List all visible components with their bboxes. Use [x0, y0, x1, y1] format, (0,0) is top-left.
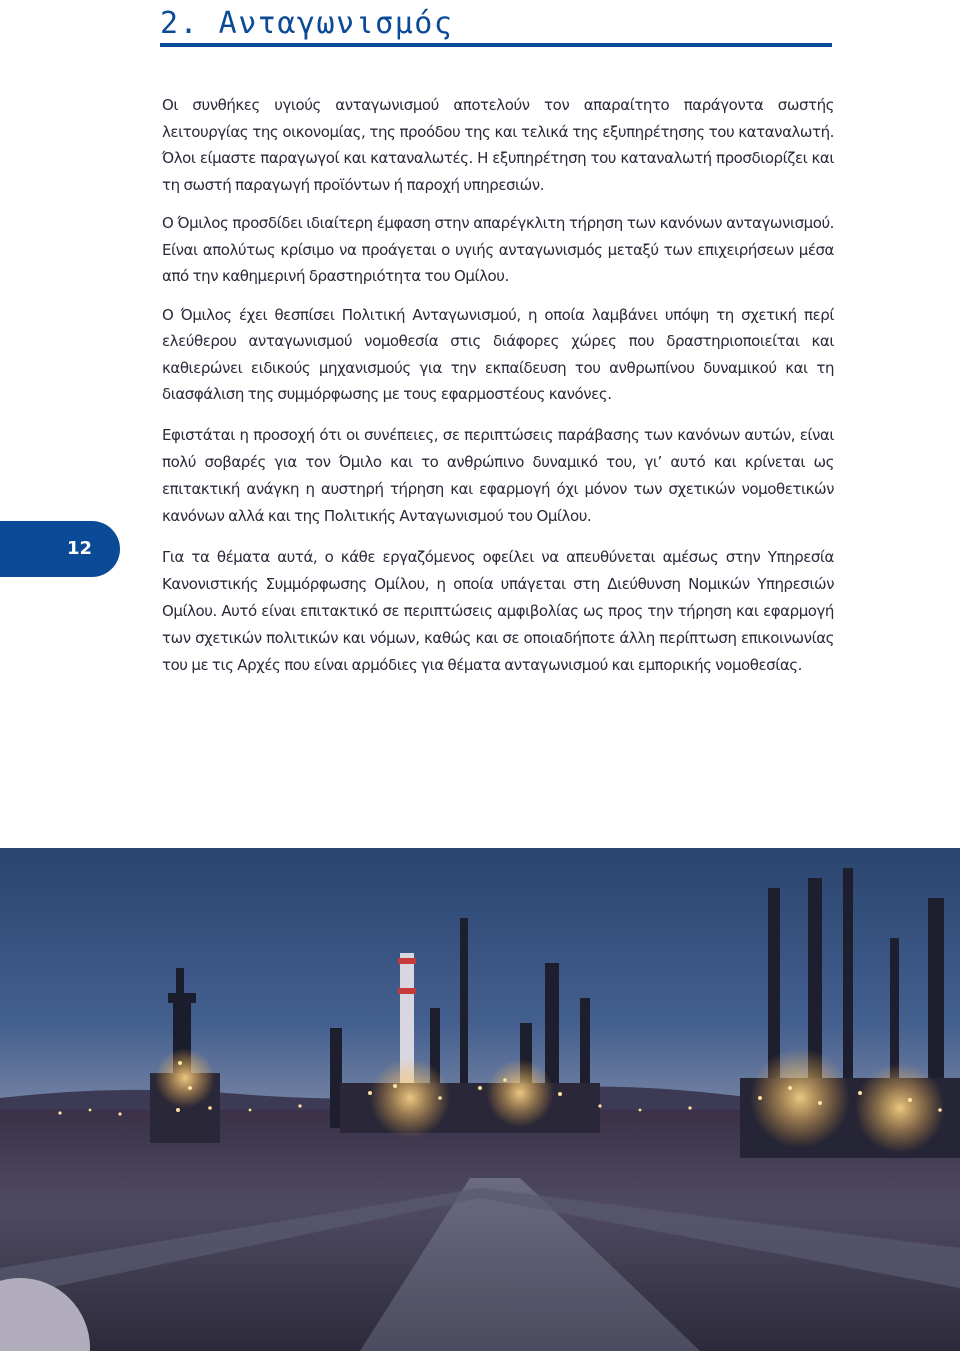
section-title: 2. Ανταγωνισμός	[160, 6, 454, 41]
paragraph-2: Ο Όμιλος προσδίδει ιδιαίτερη έμφαση στην απαρέγκλιτη τήρηση των κανόνων ανταγωνισμού. Είναι απολύτως κρίσιμο να προάγεται ο υγιής ανταγωνισμός μεταξύ των επιχειρήσεων μέσα από την καθημερινή δραστηριότητα του Ομίλου.	[162, 214, 834, 285]
paragraph-1: Οι συνθήκες υγιούς ανταγωνισμού αποτελούν τον απαραίτητο παράγοντα σωστής λειτουργίας της οικονομίας, της προόδου της και τελικά της εξυπηρέτησης του καταναλωτή. Όλοι είμαστε παραγωγοί και καταναλωτές. Η εξυπηρέτηση του καταναλωτή προσδιορίζει και τη σωστή παραγωγή προϊόντων ή παροχή υπηρεσιών.	[162, 96, 834, 194]
paragraph-4: Εφιστάται η προσοχή ότι οι συνέπειες, σε περιπτώσεις παράβασης των κανόνων αυτών, είναι πολύ σοβαρές για τον Όμιλο και το ανθρώπινο δυναμικό του, γι’ αυτό και κρίνεται ως επιτακτική ανάγκη η αυστηρή τήρηση και εφαρμογή όχι μόνον των σχετικών νομοθετικών κανόνων αλλά και της Πολιτικής Ανταγωνισμού του Ομίλου.	[162, 425, 834, 525]
title-underline	[160, 43, 832, 47]
paragraph-5: Για τα θέματα αυτά, ο κάθε εργαζόμενος οφείλει να απευθύνεται αμέσως στην Υπηρεσία Κανονιστικής Συμμόρφωσης Ομίλου, η οποία υπάγεται στη Διεύθυνση Νομικών Υπηρεσιών Ομίλου. Αυτό είναι επιτακτικό σε περιπτώσεις αμφιβολίας ως προς την τήρηση και εφαρμογή των σχετικών πολιτικών και νόμων, καθώς και σε οποιαδήποτε άλλη περίπτωση επικοινωνίας του με τις Αρχές που είναι αρμόδιες για θέματα ανταγωνισμού και εμπορικής νομοθεσίας.	[162, 547, 834, 674]
body-text	[162, 92, 834, 691]
paragraph-3: Ο Όμιλος έχει θεσπίσει Πολιτική Ανταγωνισμού, η οποία λαμβάνει υπόψη τη σχετική περί ελεύθερου ανταγωνισμού νομοθεσία στις διάφορες χώρες που δραστηριοποιείται και καθιερώνει ειδικούς μηχανισμούς για την εκπαίδευση του ανθρωπίνου δυναμικού και τη διασφάλιση της συμμόρφωσης με τους εφαρμοστέους κανόνες.	[162, 305, 834, 403]
refinery-photo	[0, 848, 960, 1351]
page-number-tab: 12	[0, 521, 120, 577]
